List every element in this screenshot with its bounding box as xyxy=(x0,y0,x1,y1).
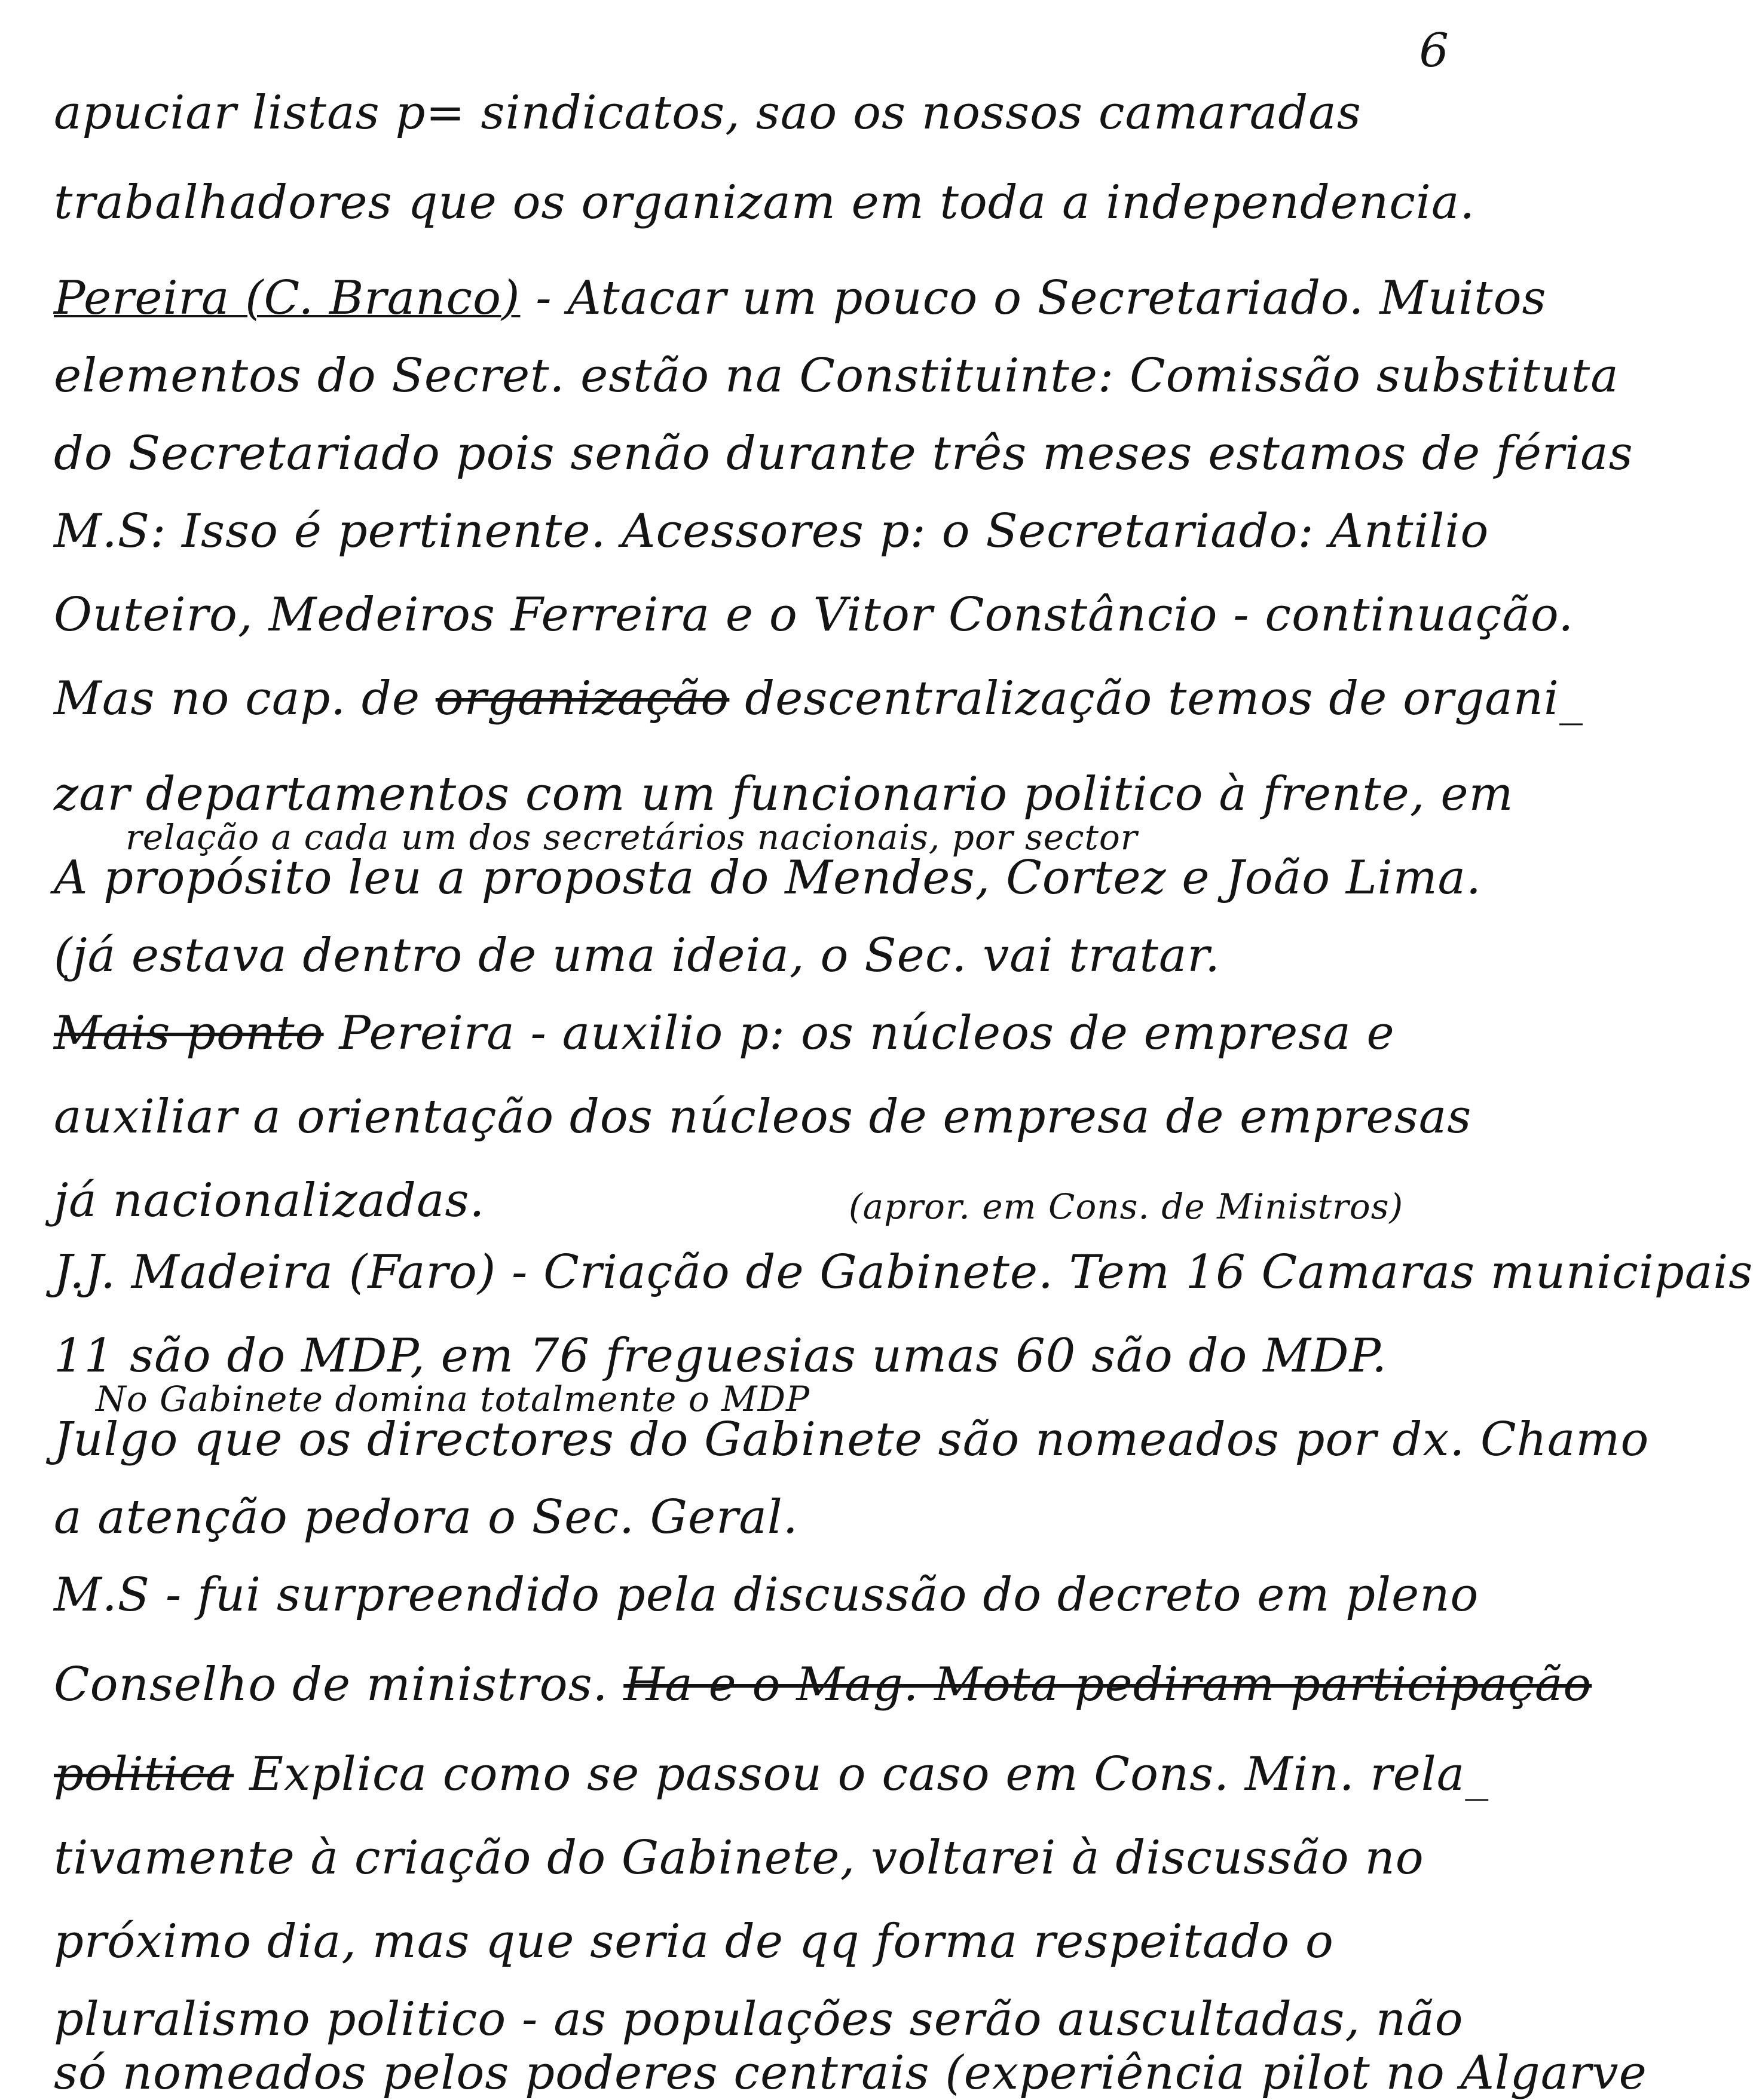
struck-word: Mais ponto xyxy=(54,1006,324,1060)
manuscript-line-17: Julgo que os directores do Gabinete são nomeados por dx. Chamo xyxy=(54,1413,1650,1467)
line-text: descentralização temos de organi_ xyxy=(745,672,1583,725)
line-text: Explica como se passou o caso em Cons. Min. rela_ xyxy=(249,1747,1489,1801)
interlinear-insertion: (apror. em Cons. de Ministros) xyxy=(849,1186,1404,1227)
manuscript-line-8 xyxy=(54,672,1583,725)
manuscript-line-25: só nomeados pelos poderes centrais (experiência pilot no Algarve xyxy=(54,2046,1647,2100)
line-text: Conselho de ministros. xyxy=(54,1658,608,1712)
interlinear-insertion: No Gabinete domina totalmente o MDP xyxy=(96,1379,810,1419)
manuscript-line-12 xyxy=(54,1006,1446,1060)
manuscript-line-14: já nacionalizadas. xyxy=(54,1174,485,1227)
manuscript-line-10: A propósito leu a proposta do Mendes, Cortez e João Lima. xyxy=(54,851,1482,905)
manuscript-line-2: trabalhadores que os organizam em toda a independencia. xyxy=(54,176,1476,229)
manuscript-line-15: J.J. Madeira (Faro) - Criação de Gabinete. Tem 16 Camaras municipais xyxy=(54,1245,1753,1299)
page-number: 6 xyxy=(1419,24,1449,78)
manuscript-line-13: auxiliar a orientação dos núcleos de empresa de empresas xyxy=(54,1090,1472,1144)
struck-word: politica xyxy=(54,1747,234,1801)
manuscript-line-3 xyxy=(54,271,1547,325)
manuscript-line-23: próximo dia, mas que seria de qq forma respeitado o xyxy=(54,1915,1334,1969)
line-text: - Atacar um pouco o Secretariado. Muitos xyxy=(536,271,1547,325)
manuscript-line-7: Outeiro, Medeiros Ferreira e o Vitor Constâncio - continuação. xyxy=(54,588,1574,642)
manuscript-line-1: apuciar listas p= sindicatos, sao os nossos camaradas xyxy=(54,86,1362,140)
struck-word: organização xyxy=(435,672,730,725)
manuscript-line-4: elementos do Secret. estão na Constituinte: Comissão substituta xyxy=(54,349,1619,403)
line-text: Pereira - auxilio p: os núcleos de empresa e xyxy=(339,1006,1395,1060)
manuscript-line-11: (já estava dentro de uma ideia, o Sec. vai tratar. xyxy=(54,929,1220,982)
speaker-name: Pereira (C. Branco) xyxy=(54,271,521,325)
manuscript-line-19: M.S - fui surpreendido pela discussão do decreto em pleno xyxy=(54,1568,1479,1622)
manuscript-line-21 xyxy=(54,1747,1489,1801)
manuscript-line-20 xyxy=(54,1658,1592,1712)
manuscript-line-6: M.S: Isso é pertinente. Acessores p: o Secretariado: Antilio xyxy=(54,504,1489,558)
line-text: Mas no cap. de xyxy=(54,672,420,725)
manuscript-line-5: do Secretariado pois senão durante três meses estamos de férias xyxy=(54,427,1633,480)
manuscript-line-24: pluralismo politico - as populações serão auscultadas, não xyxy=(54,1992,1464,2046)
manuscript-line-18: a atenção pedora o Sec. Geral. xyxy=(54,1490,799,1544)
struck-word: Ha e o Mag. Mota pediram participação xyxy=(623,1658,1592,1712)
manuscript-line-9: zar departamentos com um funcionario politico à frente, em xyxy=(54,767,1514,821)
manuscript-line-16: 11 são do MDP, em 76 freguesias umas 60 são do MDP. xyxy=(54,1329,1388,1383)
interlinear-insertion: relação a cada um dos secretários nacionais, por sector xyxy=(126,817,1138,858)
manuscript-line-22: tivamente à criação do Gabinete, voltarei à discussão no xyxy=(54,1831,1424,1885)
